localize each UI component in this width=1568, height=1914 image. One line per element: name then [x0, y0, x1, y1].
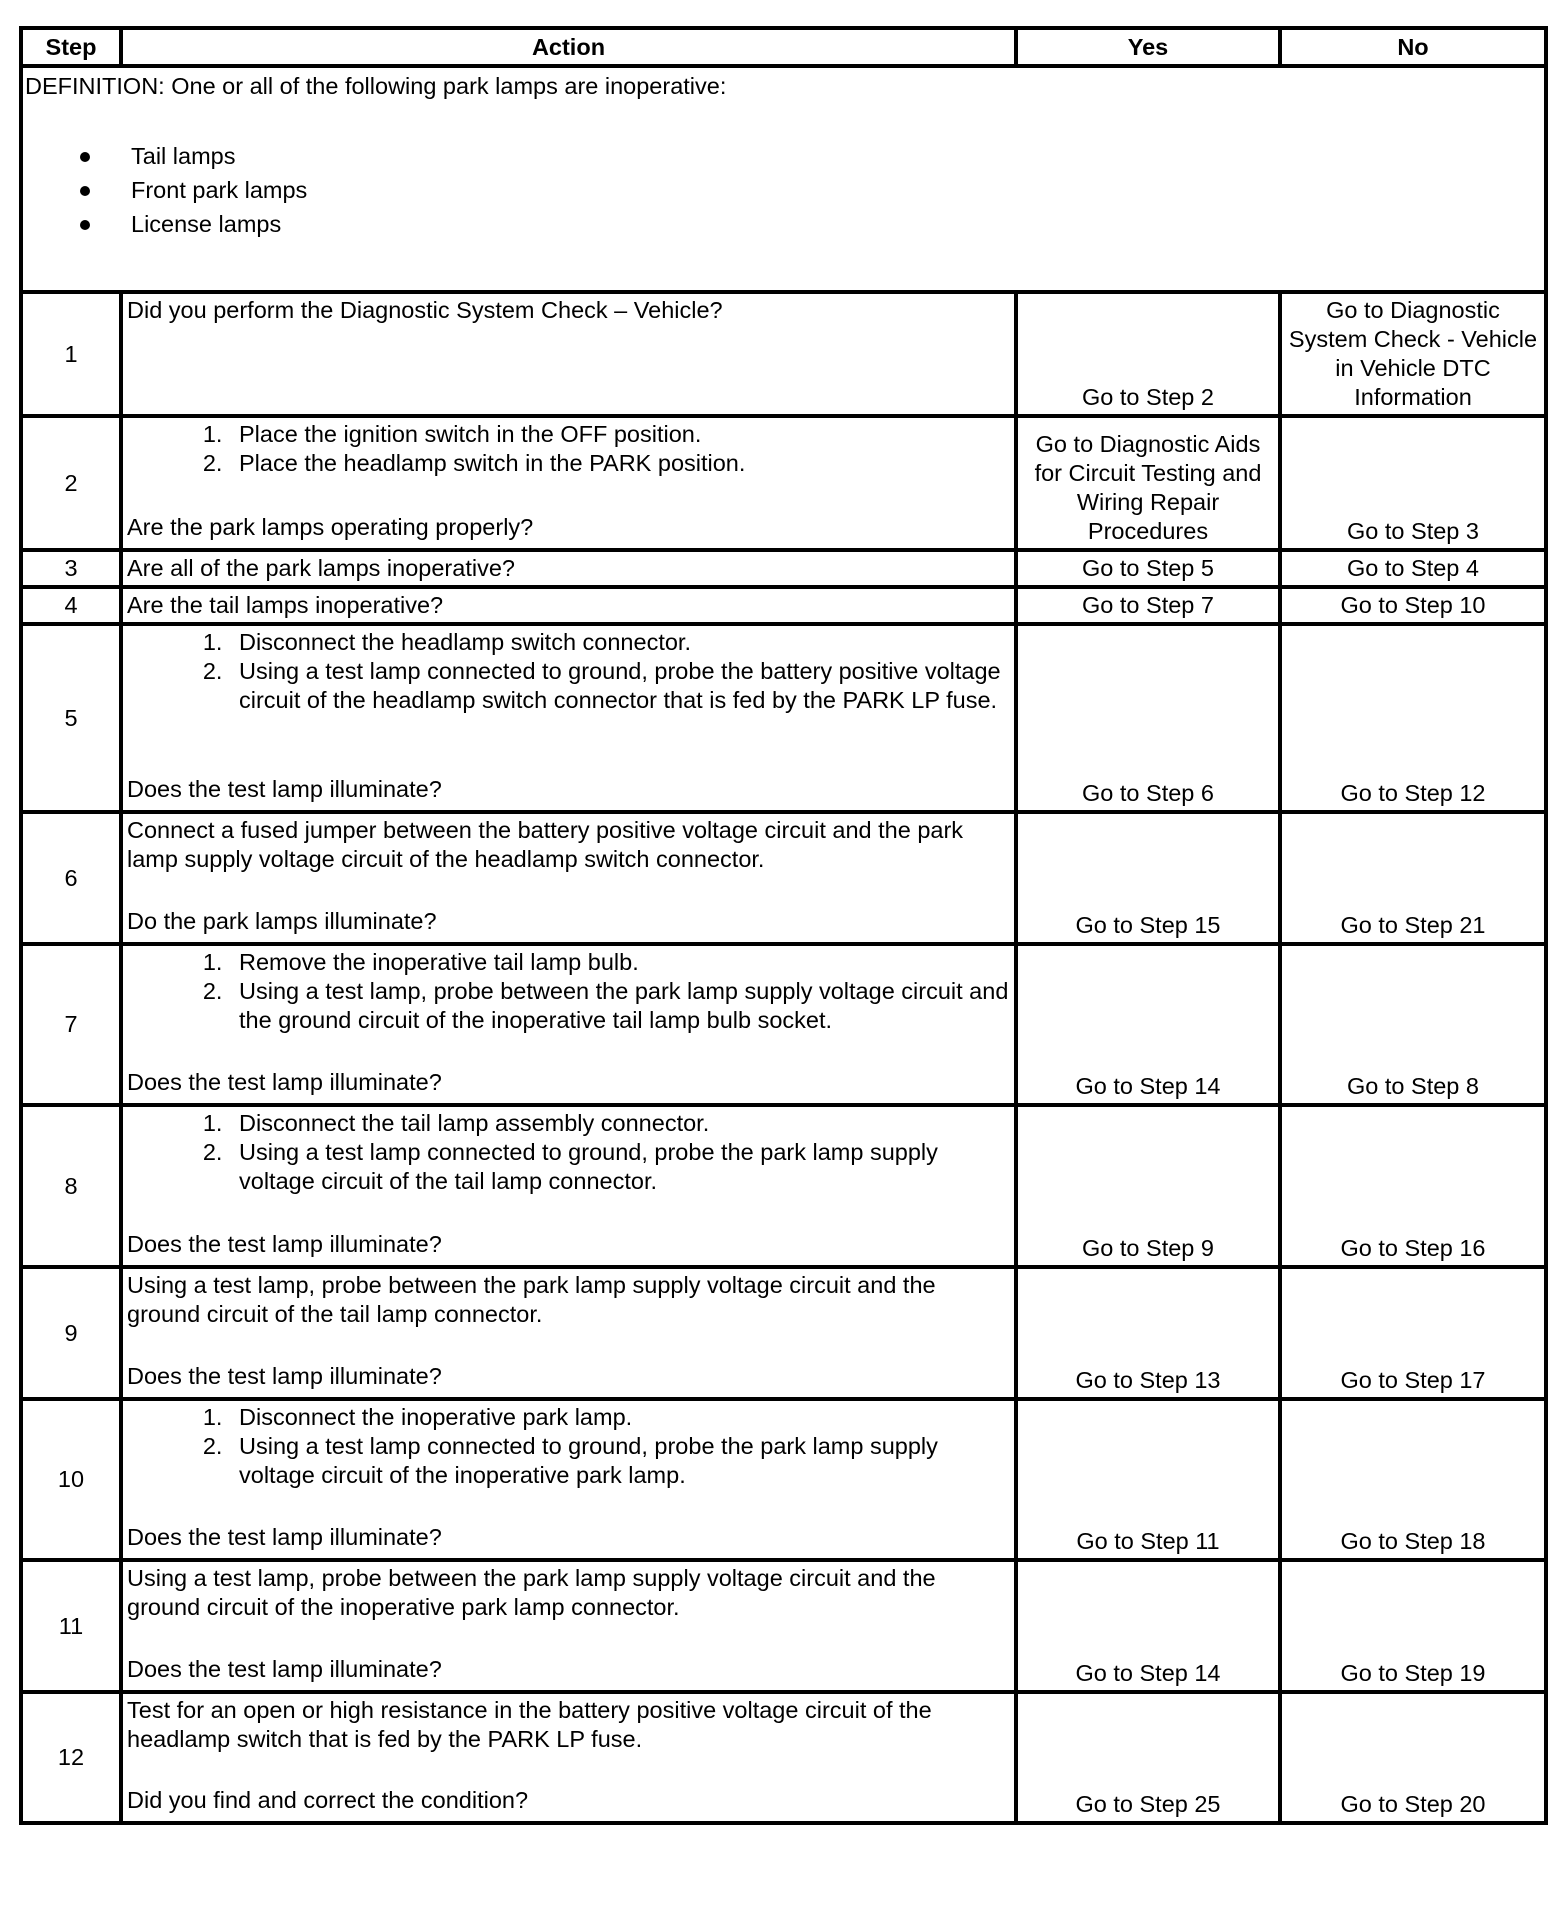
no-result: Go to Step 4 [1280, 550, 1546, 587]
action-cell [121, 587, 1016, 624]
yes-result: Go to Step 2 [1016, 292, 1280, 416]
definition-list [25, 139, 1542, 241]
action-cell [121, 1560, 1016, 1692]
action-instruction: Test for an open or high resistance in the battery positive voltage circuit of the headlamp switch that is fed by the PARK LP fuse. [127, 1697, 932, 1752]
table-row [21, 587, 1546, 624]
table-row [21, 624, 1546, 812]
step-number: 5 [21, 624, 121, 812]
action-cell [121, 1105, 1016, 1267]
action-list [127, 420, 1010, 478]
table-row [21, 1560, 1546, 1692]
action-question: Are the tail lamps inoperative? [127, 592, 444, 618]
action-question: Do the park lamps illuminate? [127, 908, 437, 934]
table-row [21, 1399, 1546, 1560]
action-question: Does the test lamp illuminate? [127, 776, 442, 802]
step-number: 2 [21, 416, 121, 550]
action-cell [121, 812, 1016, 944]
yes-result: Go to Step 7 [1016, 587, 1280, 624]
action-instruction: Using a test lamp, probe between the park lamp supply voltage circuit and the ground circuit of the inoperative park lamp connector. [127, 1565, 936, 1620]
action-question: Does the test lamp illuminate? [127, 1363, 442, 1389]
yes-result: Go to Step 14 [1016, 944, 1280, 1105]
header-step: Step [21, 28, 121, 66]
yes-result: Go to Step 5 [1016, 550, 1280, 587]
no-result: Go to Step 3 [1280, 416, 1546, 550]
step-number: 12 [21, 1692, 121, 1823]
yes-result: Go to Step 14 [1016, 1560, 1280, 1692]
yes-result: Go to Step 25 [1016, 1692, 1280, 1823]
no-result: Go to Step 19 [1280, 1560, 1546, 1692]
header-row [21, 28, 1546, 66]
table-row [21, 292, 1546, 416]
no-result: Go to Step 20 [1280, 1692, 1546, 1823]
no-result: Go to Diagnostic System Check - Vehicle in Vehicle DTC Information [1280, 292, 1546, 416]
action-list-item: 1. Remove the inoperative tail lamp bulb. [229, 948, 1010, 977]
no-result: Go to Step 12 [1280, 624, 1546, 812]
action-cell [121, 292, 1016, 416]
step-number: 1 [21, 292, 121, 416]
step-number: 7 [21, 944, 121, 1105]
table-row [21, 550, 1546, 587]
definition-item: Tail lamps [131, 139, 1542, 173]
action-list-item: 2. Using a test lamp connected to ground, probe the park lamp supply voltage circuit of the inoperative park lamp. [229, 1432, 1010, 1490]
yes-result: Go to Step 11 [1016, 1399, 1280, 1560]
action-cell [121, 944, 1016, 1105]
table-row [21, 812, 1546, 944]
action-list-item: 2. Using a test lamp connected to ground, probe the park lamp supply voltage circuit of the tail lamp connector. [229, 1138, 1010, 1196]
action-question: Did you find and correct the condition? [127, 1787, 529, 1813]
action-list [127, 1109, 1010, 1196]
yes-result: Go to Step 6 [1016, 624, 1280, 812]
action-cell [121, 1692, 1016, 1823]
no-result: Go to Step 10 [1280, 587, 1546, 624]
action-cell [121, 1399, 1016, 1560]
yes-result: Go to Diagnostic Aids for Circuit Testing and Wiring Repair Procedures [1016, 416, 1280, 550]
no-result: Go to Step 16 [1280, 1105, 1546, 1267]
no-result: Go to Step 18 [1280, 1399, 1546, 1560]
step-number: 8 [21, 1105, 121, 1267]
action-question: Does the test lamp illuminate? [127, 1524, 442, 1550]
action-question: Does the test lamp illuminate? [127, 1231, 442, 1257]
action-cell [121, 1267, 1016, 1399]
step-number: 10 [21, 1399, 121, 1560]
step-number: 9 [21, 1267, 121, 1399]
yes-result: Go to Step 15 [1016, 812, 1280, 944]
action-list [127, 948, 1010, 1035]
action-list-item: 1. Disconnect the headlamp switch connector. [229, 628, 1010, 657]
step-number: 6 [21, 812, 121, 944]
action-list-item: 2. Place the headlamp switch in the PARK position. [229, 449, 1010, 478]
definition-item: License lamps [131, 207, 1542, 241]
action-list-item: 2. Using a test lamp connected to ground, probe the battery positive voltage circuit of the headlamp switch connector that is fed by the PARK LP fuse. [229, 657, 1010, 715]
yes-result: Go to Step 13 [1016, 1267, 1280, 1399]
action-cell [121, 624, 1016, 812]
action-question: Did you perform the Diagnostic System Check – Vehicle? [127, 297, 723, 323]
action-list-item: 1. Disconnect the inoperative park lamp. [229, 1403, 1010, 1432]
step-number: 11 [21, 1560, 121, 1692]
action-list [127, 1403, 1010, 1490]
definition-item: Front park lamps [131, 173, 1542, 207]
no-result: Go to Step 8 [1280, 944, 1546, 1105]
diagnostic-table [19, 26, 1548, 1825]
definition-text: DEFINITION: One or all of the following park lamps are inoperative: [25, 73, 727, 99]
table-row [21, 1692, 1546, 1823]
action-list-item: 2. Using a test lamp, probe between the park lamp supply voltage circuit and the ground circuit of the inoperative tail lamp bulb socket. [229, 977, 1010, 1035]
action-cell [121, 550, 1016, 587]
action-question: Does the test lamp illuminate? [127, 1069, 442, 1095]
action-question: Are the park lamps operating properly? [127, 514, 534, 540]
table-row [21, 1267, 1546, 1399]
table-row [21, 944, 1546, 1105]
header-yes: Yes [1016, 28, 1280, 66]
step-number: 3 [21, 550, 121, 587]
table-row [21, 1105, 1546, 1267]
action-list [127, 628, 1010, 715]
action-list-item: 1. Disconnect the tail lamp assembly connector. [229, 1109, 1010, 1138]
yes-result: Go to Step 9 [1016, 1105, 1280, 1267]
header-action: Action [121, 28, 1016, 66]
action-list-item: 1. Place the ignition switch in the OFF position. [229, 420, 1010, 449]
definition-row [21, 66, 1546, 292]
action-instruction: Connect a fused jumper between the battery positive voltage circuit and the park lamp supply voltage circuit of the headlamp switch connector. [127, 817, 964, 872]
action-cell [121, 416, 1016, 550]
table-row [21, 416, 1546, 550]
step-number: 4 [21, 587, 121, 624]
action-question: Are all of the park lamps inoperative? [127, 555, 515, 581]
no-result: Go to Step 17 [1280, 1267, 1546, 1399]
no-result: Go to Step 21 [1280, 812, 1546, 944]
action-question: Does the test lamp illuminate? [127, 1656, 442, 1682]
action-instruction: Using a test lamp, probe between the park lamp supply voltage circuit and the ground circuit of the tail lamp connector. [127, 1272, 936, 1327]
header-no: No [1280, 28, 1546, 66]
